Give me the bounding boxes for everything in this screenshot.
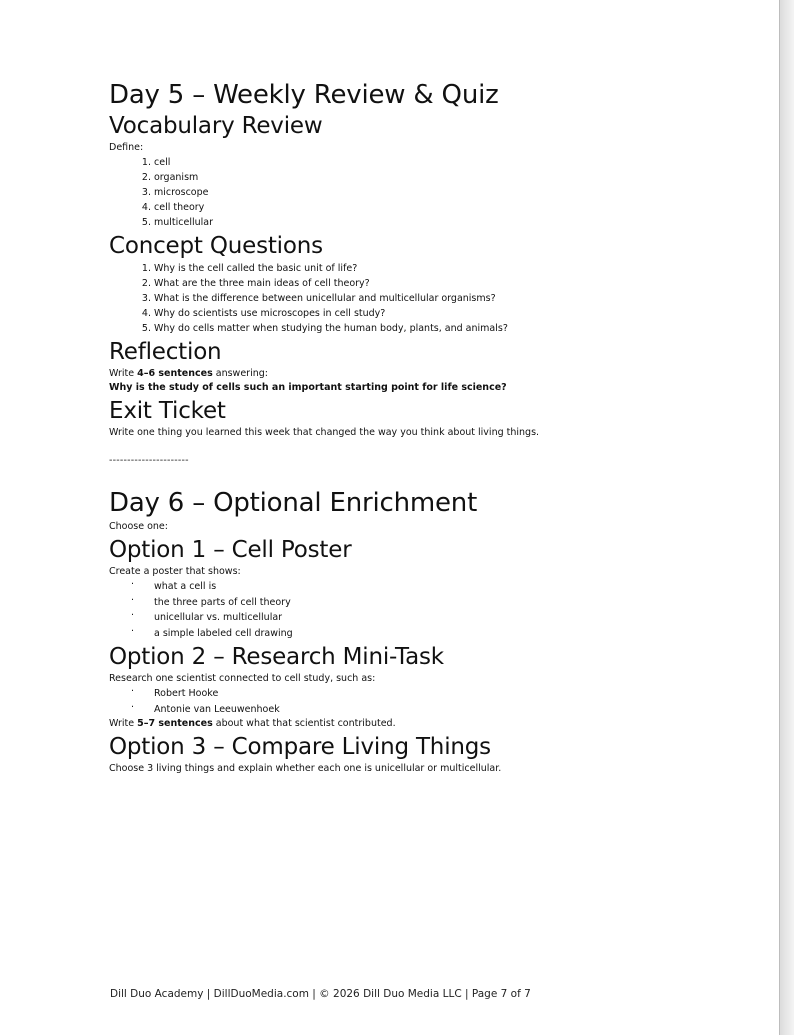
list-item: 1. Why is the cell called the basic unit of life?: [154, 261, 749, 276]
list-item: [131, 702, 749, 718]
exit-ticket-heading: Exit Ticket: [109, 398, 226, 424]
page-footer: Dill Duo Academy | DillDuoMedia.com | © 2026 Dill Duo Media LLC | Page 7 of 7: [110, 988, 531, 1000]
option2-suffix: about what that scientist contributed.: [212, 718, 396, 729]
bullet-icon: ·: [131, 625, 135, 637]
list-item-text: what a cell is: [154, 581, 217, 592]
list-item: [131, 686, 749, 702]
list-item: 2. What are the three main ideas of cell theory?: [154, 276, 749, 291]
reflection-count: 4–6 sentences: [137, 368, 213, 379]
list-item: 2. organism: [154, 170, 749, 185]
list-item: 1. cell: [154, 155, 749, 170]
list-item: [131, 610, 749, 626]
option3-text: Choose 3 living things and explain whether each one is unicellular or multicellular.: [109, 763, 502, 774]
option2-list: [109, 686, 749, 717]
option2-instruction: [109, 717, 749, 731]
list-item: [131, 626, 749, 642]
list-item-text: unicellular vs. multicellular: [154, 612, 283, 623]
reflection-instruction: [109, 367, 749, 381]
day5-title: Day 5 – Weekly Review & Quiz: [109, 80, 499, 110]
reflection-heading: Reflection: [109, 339, 222, 365]
concept-heading: Concept Questions: [109, 233, 323, 259]
option2-intro: Research one scientist connected to cell study, such as:: [109, 673, 376, 684]
day6-title: Day 6 – Optional Enrichment: [109, 488, 478, 518]
vocab-heading: Vocabulary Review: [109, 113, 323, 139]
reflection-question: [109, 381, 749, 395]
list-item: 5. Why do cells matter when studying the human body, plants, and animals?: [154, 321, 749, 336]
reflection-question-text: Why is the study of cells such an important starting point for life science?: [109, 382, 507, 393]
bullet-icon: ·: [131, 610, 135, 621]
vocab-list: [109, 155, 749, 230]
bullet-icon: ·: [131, 579, 135, 590]
list-item: 3. What is the difference between unicellular and multicellular organisms?: [154, 291, 749, 306]
section-separator: ----------------------: [109, 455, 189, 466]
list-item-text: a simple labeled cell drawing: [154, 627, 293, 639]
list-item: 4. cell theory: [154, 200, 749, 215]
document-page: [109, 78, 749, 776]
reflection-prefix: Write: [109, 368, 138, 379]
option1-list: [109, 579, 749, 641]
list-item: [131, 595, 749, 611]
list-item-text: Antonie van Leeuwenhoek: [154, 703, 280, 715]
day6-choose: Choose one:: [109, 521, 168, 532]
bullet-icon: ·: [131, 594, 135, 606]
option3-heading: Option 3 – Compare Living Things: [109, 734, 491, 760]
vocab-intro: Define:: [109, 142, 144, 153]
option1-heading: Option 1 – Cell Poster: [109, 537, 352, 563]
option2-prefix: Write: [109, 718, 138, 729]
list-item-text: Robert Hooke: [154, 688, 219, 699]
option1-intro: Create a poster that shows:: [109, 566, 241, 577]
concept-list: [109, 261, 749, 336]
list-item: [131, 579, 749, 595]
reflection-suffix: answering:: [212, 368, 268, 379]
page-edge: [779, 0, 794, 1035]
bullet-icon: ·: [131, 686, 135, 697]
list-item: 5. multicellular: [154, 215, 749, 230]
list-item: 4. Why do scientists use microscopes in cell study?: [154, 306, 749, 321]
exit-ticket-text: Write one thing you learned this week that changed the way you think about living things.: [109, 427, 540, 438]
list-item-text: the three parts of cell theory: [154, 596, 291, 608]
list-item: 3. microscope: [154, 185, 749, 200]
bullet-icon: ·: [131, 701, 135, 713]
option2-count: 5–7 sentences: [137, 718, 213, 729]
option2-heading: Option 2 – Research Mini-Task: [109, 644, 444, 670]
